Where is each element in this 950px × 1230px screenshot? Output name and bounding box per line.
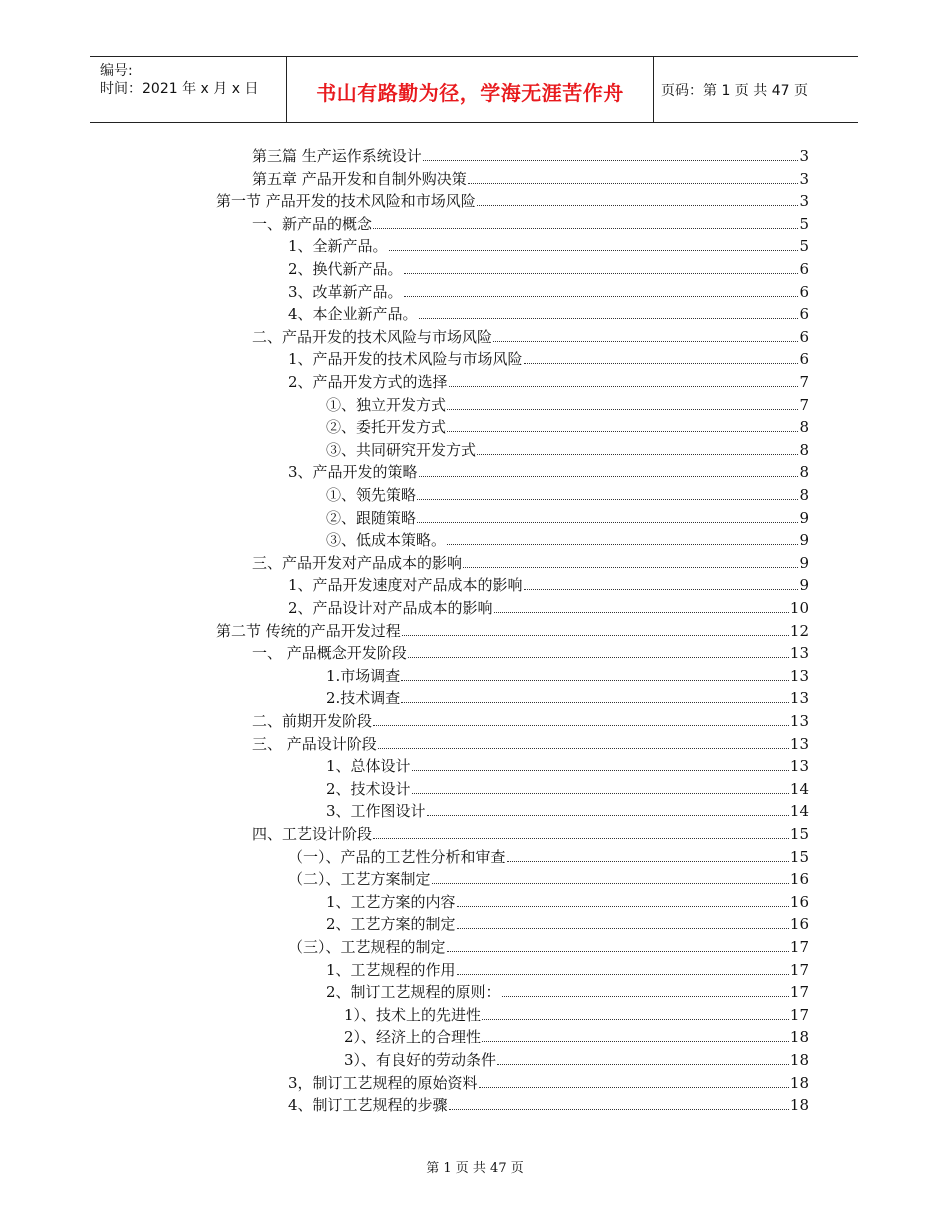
toc-entry[interactable] — [326, 798, 809, 820]
toc-entry-page: 13 — [789, 757, 809, 776]
toc-entry-title: 1、总体设计 — [326, 757, 411, 776]
toc-entry-title: 2、换代新产品。 — [288, 260, 403, 278]
toc-leader-dots — [447, 431, 798, 432]
toc-leader-dots — [482, 1041, 789, 1042]
toc-leader-dots — [497, 1064, 789, 1065]
toc-leader-dots — [373, 228, 798, 229]
toc-entry[interactable] — [326, 505, 809, 527]
toc-leader-dots — [524, 589, 799, 590]
toc-leader-dots — [427, 815, 789, 816]
toc-entry-page: 8 — [799, 486, 809, 504]
toc-entry-page: 9 — [799, 576, 809, 595]
toc-leader-dots — [447, 951, 789, 952]
toc-entry-title: 3、产品开发的策略 — [288, 463, 418, 482]
toc-entry[interactable] — [252, 143, 809, 165]
toc-entry-page: 14 — [789, 779, 809, 798]
toc-entry[interactable] — [252, 640, 809, 662]
toc-entry-title: 1、全新产品。 — [288, 237, 388, 256]
toc-entry-title: 3、改革新产品。 — [288, 282, 403, 301]
toc-entry-title: 3）、有良好的劳动条件 — [344, 1051, 497, 1069]
header-left-cell — [90, 57, 286, 122]
toc-entry-title: 1、工艺规程的作用 — [326, 960, 456, 979]
toc-entry-title: 4、本企业新产品。 — [288, 305, 418, 324]
toc-entry[interactable] — [326, 663, 809, 685]
toc-entry[interactable] — [326, 414, 809, 436]
toc-entry-page: 15 — [789, 825, 809, 843]
toc-entry-title: 3、工作图设计 — [326, 802, 426, 821]
toc-entry-page: 3 — [799, 169, 809, 188]
toc-entry-title: 四、工艺设计阶段 — [252, 825, 373, 843]
toc-entry-title: （三）、工艺规程的制定 — [288, 938, 446, 956]
toc-entry[interactable] — [326, 685, 809, 707]
toc-entry-page: 17 — [789, 1005, 809, 1024]
toc-entry-page: 5 — [799, 214, 809, 233]
toc-leader-dots — [378, 748, 789, 749]
toc-entry-page: 18 — [789, 1028, 809, 1047]
toc-entry[interactable] — [344, 1002, 809, 1024]
toc-entry[interactable] — [252, 550, 809, 572]
toc-entry-title: ①、独立开发方式 — [326, 395, 447, 414]
page-info: 页码：第 1 页 共 47 页 — [661, 83, 808, 99]
toc-entry-page: 12 — [789, 621, 809, 640]
toc-leader-dots — [493, 341, 798, 342]
toc-entry[interactable] — [288, 595, 809, 617]
toc-entry-title: 第一节 产品开发的技术风险和市场风险 — [216, 192, 476, 211]
toc-entry[interactable] — [288, 369, 809, 391]
toc-leader-dots — [477, 205, 799, 206]
toc-entry-page: 16 — [789, 915, 809, 934]
toc-leader-dots — [479, 1087, 789, 1088]
toc-leader-dots — [423, 160, 799, 161]
toc-leader-dots — [468, 183, 799, 184]
toc-entry[interactable] — [288, 256, 809, 278]
toc-leader-dots — [449, 386, 799, 387]
toc-entry-title: 3，制订工艺规程的原始资料 — [288, 1073, 478, 1092]
toc-entry[interactable] — [326, 437, 809, 459]
toc-leader-dots — [408, 657, 789, 658]
motto: 书山有路勤为径，学海无涯苦作舟 — [316, 81, 624, 105]
page-footer: 第 1 页 共 47 页 — [426, 1161, 524, 1176]
toc-leader-dots — [457, 974, 789, 975]
toc-entry-page: 9 — [799, 531, 809, 550]
toc-entry-title: 第二节 传统的产品开发过程 — [216, 621, 401, 640]
number-label: 编号: — [100, 63, 133, 79]
toc-entry-page: 17 — [789, 960, 809, 979]
toc-entry-title: （一）、产品的工艺性分析和审查 — [288, 847, 506, 866]
toc-leader-dots — [457, 928, 789, 929]
toc-entry[interactable] — [326, 392, 809, 414]
toc-leader-dots — [404, 273, 799, 274]
toc-entry[interactable] — [288, 1070, 809, 1092]
toc-entry-title: 第五章 产品开发和自制外购决策 — [252, 169, 467, 188]
toc-entry[interactable] — [288, 301, 809, 323]
toc-entry-title: 一、 产品概念开发阶段 — [252, 644, 407, 663]
toc-leader-dots — [463, 567, 798, 568]
toc-entry-title: 1）、技术上的先进性 — [344, 1005, 482, 1024]
toc-entry[interactable] — [326, 911, 809, 933]
toc-entry-title: 二、产品开发的技术风险与市场风险 — [252, 327, 493, 346]
toc-entry-page: 16 — [789, 892, 809, 911]
toc-entry-title: 2、产品开发方式的选择 — [288, 373, 448, 391]
toc-entry-page: 13 — [789, 712, 809, 730]
toc-leader-dots — [419, 476, 799, 477]
toc-entry[interactable] — [252, 731, 809, 753]
toc-entry-title: 2、产品设计对产品成本的影响 — [288, 599, 493, 617]
toc-entry[interactable] — [216, 618, 809, 640]
toc-entry[interactable] — [252, 211, 809, 233]
toc-entry[interactable] — [252, 821, 809, 843]
toc-entry[interactable] — [252, 708, 809, 730]
toc-entry-page: 15 — [789, 847, 809, 866]
toc-entry-title: 第三篇 生产运作系统设计 — [252, 147, 422, 165]
toc-entry[interactable] — [326, 753, 809, 775]
toc-leader-dots — [447, 409, 798, 410]
toc-leader-dots — [402, 635, 789, 636]
toc-entry-title: ①、领先策略 — [326, 486, 417, 504]
toc-entry-page: 13 — [789, 666, 809, 685]
toc-entry-page: 9 — [799, 508, 809, 527]
toc-leader-dots — [417, 499, 798, 500]
toc-entry-title: 1.市场调查 — [326, 666, 401, 685]
toc-leader-dots — [502, 996, 789, 997]
toc-entry-title: （二）、工艺方案制定 — [288, 870, 431, 889]
time-label: 时间：2021 年 x 月 x 日 — [100, 81, 259, 97]
toc-entry-page: 8 — [799, 463, 809, 482]
toc-entry-title: 2.技术调查 — [326, 689, 401, 708]
toc-entry[interactable] — [288, 572, 809, 594]
toc-entry[interactable] — [326, 482, 809, 504]
toc-leader-dots — [457, 906, 789, 907]
toc-entry-page: 6 — [799, 282, 809, 301]
toc-leader-dots — [447, 544, 798, 545]
toc-entry-page: 18 — [789, 1096, 809, 1115]
toc-entry[interactable] — [288, 934, 809, 956]
toc-entry-title: 2、技术设计 — [326, 779, 411, 798]
toc-leader-dots — [373, 838, 789, 839]
toc-entry-title: ②、委托开发方式 — [326, 418, 447, 437]
toc-entry-page: 18 — [789, 1073, 809, 1092]
toc-leader-dots — [401, 680, 789, 681]
toc-entry-title: ③、低成本策略。 — [326, 531, 447, 550]
toc-entry[interactable] — [216, 188, 809, 210]
toc-entry[interactable] — [326, 957, 809, 979]
toc-entry-page: 16 — [789, 870, 809, 889]
toc-leader-dots — [404, 296, 799, 297]
toc-entry[interactable] — [288, 346, 809, 368]
toc-entry[interactable] — [288, 844, 809, 866]
toc-leader-dots — [449, 1109, 789, 1110]
toc-entry[interactable] — [344, 1047, 809, 1069]
toc-entry-title: ②、跟随策略 — [326, 508, 417, 527]
toc-entry-page: 7 — [799, 373, 809, 391]
toc-entry[interactable] — [326, 776, 809, 798]
toc-entry-page: 17 — [789, 983, 809, 1002]
toc-leader-dots — [412, 770, 789, 771]
toc-leader-dots — [494, 612, 789, 613]
toc-entry-page: 3 — [799, 192, 809, 211]
toc-entry-page: 6 — [799, 305, 809, 324]
toc-entry-title: 1、产品开发的技术风险与市场风险 — [288, 350, 523, 369]
toc-entry[interactable] — [326, 979, 809, 1001]
toc-entry-title: 2）、经济上的合理性 — [344, 1028, 482, 1047]
toc-entry-page: 13 — [789, 734, 809, 753]
toc-entry[interactable] — [288, 233, 809, 255]
toc-entry-title: ③、共同研究开发方式 — [326, 440, 477, 459]
toc-entry-title: 1、产品开发速度对产品成本的影响 — [288, 576, 523, 595]
toc-entry-page: 8 — [799, 440, 809, 459]
toc-entry-page: 14 — [789, 802, 809, 821]
toc-entry-title: 2、工艺方案的制定 — [326, 915, 456, 934]
toc-entry-title: 三、产品开发对产品成本的影响 — [252, 553, 463, 572]
toc-entry-page: 17 — [789, 938, 809, 956]
toc-entry-page: 6 — [799, 327, 809, 346]
toc-leader-dots — [477, 454, 798, 455]
toc-entry[interactable] — [344, 1024, 809, 1046]
toc-entry[interactable] — [252, 166, 809, 188]
toc-entry-title: 2、制订工艺规程的原则： — [326, 983, 501, 1002]
toc-leader-dots — [482, 1019, 789, 1020]
toc-entry[interactable] — [252, 324, 809, 346]
toc-entry[interactable] — [326, 527, 809, 549]
toc-entry-title: 一、新产品的概念 — [252, 214, 373, 233]
toc-entry-page: 7 — [799, 395, 809, 414]
toc-entry-page: 5 — [799, 237, 809, 256]
toc-entry[interactable] — [288, 459, 809, 481]
toc-leader-dots — [417, 522, 798, 523]
toc-entry-title: 二、前期开发阶段 — [252, 712, 373, 730]
toc-entry-page: 13 — [789, 644, 809, 663]
document-header — [90, 56, 858, 123]
toc-leader-dots — [373, 725, 789, 726]
toc-entry[interactable] — [288, 279, 809, 301]
toc-leader-dots — [401, 702, 789, 703]
toc-leader-dots — [419, 318, 799, 319]
toc-entry-page: 3 — [799, 147, 809, 165]
header-center-cell — [286, 57, 654, 122]
toc-entry-page: 10 — [789, 599, 809, 617]
toc-leader-dots — [412, 793, 789, 794]
toc-entry[interactable] — [326, 889, 809, 911]
toc-entry[interactable] — [288, 866, 809, 888]
toc-entry-page: 9 — [799, 553, 809, 572]
toc-entry-title: 三、 产品设计阶段 — [252, 734, 377, 753]
toc-leader-dots — [507, 861, 789, 862]
toc-entry-title: 1、工艺方案的内容 — [326, 892, 456, 911]
toc-entry-page: 6 — [799, 260, 809, 278]
header-right-cell — [653, 57, 858, 122]
toc-leader-dots — [524, 363, 799, 364]
toc-entry-page: 6 — [799, 350, 809, 369]
toc-entry-page: 8 — [799, 418, 809, 437]
toc-leader-dots — [432, 883, 789, 884]
toc-leader-dots — [389, 250, 799, 251]
toc-entry[interactable] — [288, 1092, 809, 1114]
toc-entry-page: 18 — [789, 1051, 809, 1069]
toc-entry-title: 4、制订工艺规程的步骤 — [288, 1096, 448, 1115]
toc-entry-page: 13 — [789, 689, 809, 708]
